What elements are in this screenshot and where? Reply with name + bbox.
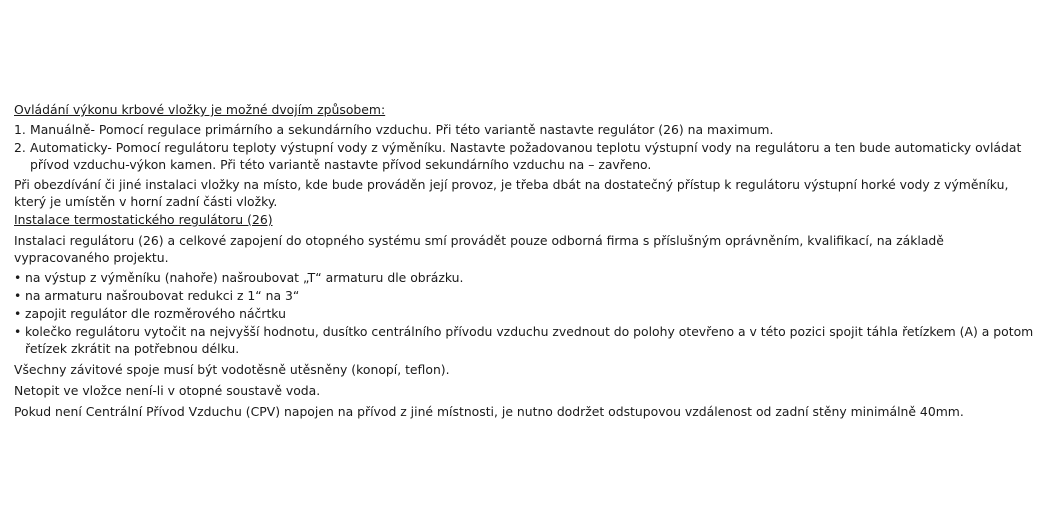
document-body: [14, 101, 1042, 420]
list-number: 1.: [14, 122, 26, 137]
list-item: [14, 287, 1042, 304]
paragraph-installation-note: Instalaci regulátoru (26) a celkové zapojení do otopného systému smí provádět pouze odborná firma s příslušným oprávněním, kvalifikací, na základě vypracovaného projektu.: [14, 233, 944, 265]
bullet-icon: •: [14, 306, 22, 321]
list-item-automatic: [14, 139, 1042, 173]
bullet-icon: •: [14, 270, 22, 285]
installation-steps-list: [14, 269, 1042, 357]
list-item-text: na výstup z výměníku (nahoře) našroubovat „T“ armaturu dle obrázku.: [25, 270, 464, 285]
section-heading-installation: Instalace termostatického regulátoru (26): [14, 212, 273, 227]
control-methods-list: [14, 121, 1042, 173]
list-item: [14, 269, 1042, 286]
list-item: [14, 323, 1042, 357]
paragraph-seals: Všechny závitové spoje musí být vodotěsně utěsněny (konopí, teflon).: [14, 362, 450, 377]
list-item-manual: [14, 121, 1042, 138]
list-item-text: kolečko regulátoru vytočit na nejvyšší hodnotu, dusítko centrálního přívodu vzduchu zvednout do polohy otevřeno a v této pozici spojit táhla řetízkem (A) a potom řetízek zkrátit na potřebnou délku.: [25, 324, 1034, 356]
list-item-text: Manuálně- Pomocí regulace primárního a sekundárního vzduchu. Při této variantě nastavte regulátor (26) na maximum.: [30, 122, 774, 137]
list-item-text: zapojit regulátor dle rozměrového náčrtku: [25, 306, 286, 321]
list-item: [14, 305, 1042, 322]
paragraph-access-note: Při obezdívání či jiné instalaci vložky na místo, kde bude prováděn její provoz, je třeba dbát na dostatečný přístup k regulátoru výstupní horké vody z výměníku, který je umístěn v horní zadní části vložky.: [14, 177, 1009, 209]
list-item-text: Automaticky- Pomocí regulátoru teploty výstupní vody z výměníku. Nastavte požadovanou teplotu výstupní vody na regulátoru a ten bude automaticky ovládat přívod vzduchu-výkon kamen. Při této variantě nastavte přívod sekundárního vzduchu na – zavřeno.: [30, 140, 1022, 172]
paragraph-cpv-distance: Pokud není Centrální Přívod Vzduchu (CPV) napojen na přívod z jiné místnosti, je nutno dodržet odstupovou vzdálenost od zadní stěny minimálně 40mm.: [14, 404, 964, 419]
section-heading-control: Ovládání výkonu krbové vložky je možné dvojím způsobem:: [14, 102, 386, 117]
bullet-icon: •: [14, 288, 22, 303]
list-number: 2.: [14, 140, 26, 155]
bullet-icon: •: [14, 324, 22, 339]
paragraph-water-warning: Netopit ve vložce není-li v otopné soustavě voda.: [14, 383, 321, 398]
list-item-text: na armaturu našroubovat redukci z 1“ na 3“: [25, 288, 300, 303]
